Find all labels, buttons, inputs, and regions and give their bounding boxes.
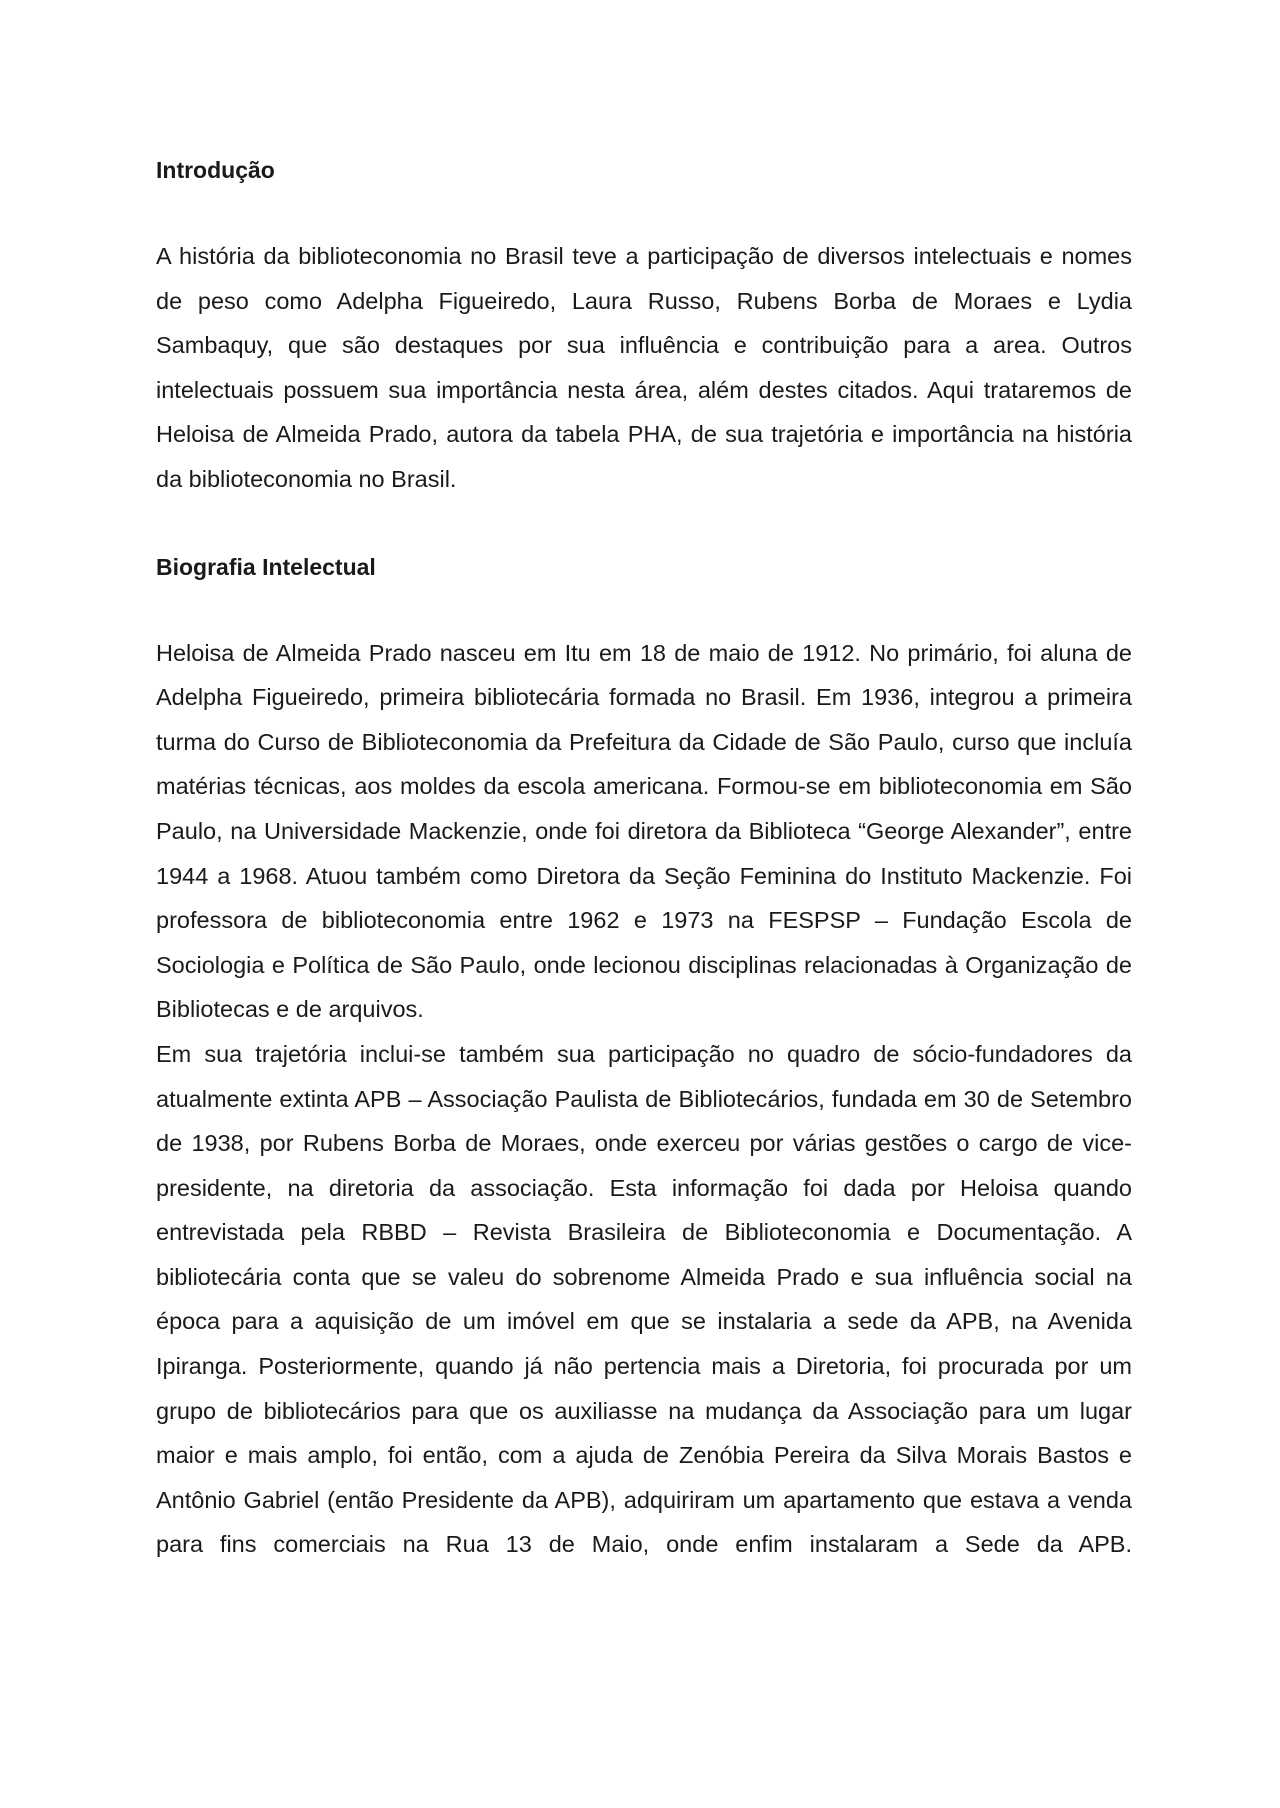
document-page [156,148,1132,1567]
paragraph-introducao: A história da biblioteconomia no Brasil teve a participação de diversos intelectuais e nomes de peso como Adelpha Figueiredo, Laura Russo, Rubens Borba de Moraes e Lydia Sambaquy, que são destaques por sua influência e contribuição para a area. Outros intelectuais possuem sua importância nesta área, além destes citados. Aqui trataremos de Heloisa de Almeida Prado, autora da tabela PHA, de sua trajetória e importância na história da biblioteconomia no Brasil. [156,243,1132,492]
paragraph-biografia-1: Heloisa de Almeida Prado nasceu em Itu em 18 de maio de 1912. No primário, foi aluna de Adelpha Figueiredo, primeira bibliotecária formada no Brasil. Em 1936, integrou a primeira turma do Curso de Biblioteconomia da Prefeitura da Cidade de São Paulo, curso que incluía matérias técnicas, aos moldes da escola americana. Formou-se em biblioteconomia em São Paulo, na Universidade Mackenzie, onde foi diretora da Biblioteca “George Alexander”, entre 1944 a 1968. Atuou também como Diretora da Seção Feminina do Instituto Mackenzie. Foi professora de biblioteconomia entre 1962 e 1973 na FESPSP – Fundação Escola de Sociologia e Política de São Paulo, onde lecionou disciplinas relacionadas à Organização de Bibliotecas e de arquivos. [156,639,1132,1023]
section-heading-introducao: Introdução [156,157,275,183]
section-heading-biografia-intelectual: Biografia Intelectual [156,553,376,580]
paragraph-biografia-2: Em sua trajetória inclui-se também sua participação no quadro de sócio-fundadores da atualmente extinta APB – Associação Paulista de Bibliotecários, fundada em 30 de Setembro de 1938, por Rubens Borba de Moraes, onde exerceu por várias gestões o cargo de vice-presidente, na diretoria da associação. Esta informação foi dada por Heloisa quando entrevistada pela RBBD – Revista Brasileira de Biblioteconomia e Documentação. A bibliotecária conta que se valeu do sobrenome Almeida Prado e sua influência social na época para a aquisição de um imóvel em que se instalaria a sede da APB, na Avenida Ipiranga. Posteriormente, quando já não pertencia mais a Diretoria, foi procurada por um grupo de bibliotecários para que os auxiliasse na mudança da Associação para um lugar maior e mais amplo, foi então, com a ajuda de Zenóbia Pereira da Silva Morais Bastos e Antônio Gabriel (então Presidente da APB), adquiriram um apartamento que estava a venda para fins comerciais na Rua 13 de Maio, onde enfim instalaram a Sede da APB. [156,1040,1132,1558]
